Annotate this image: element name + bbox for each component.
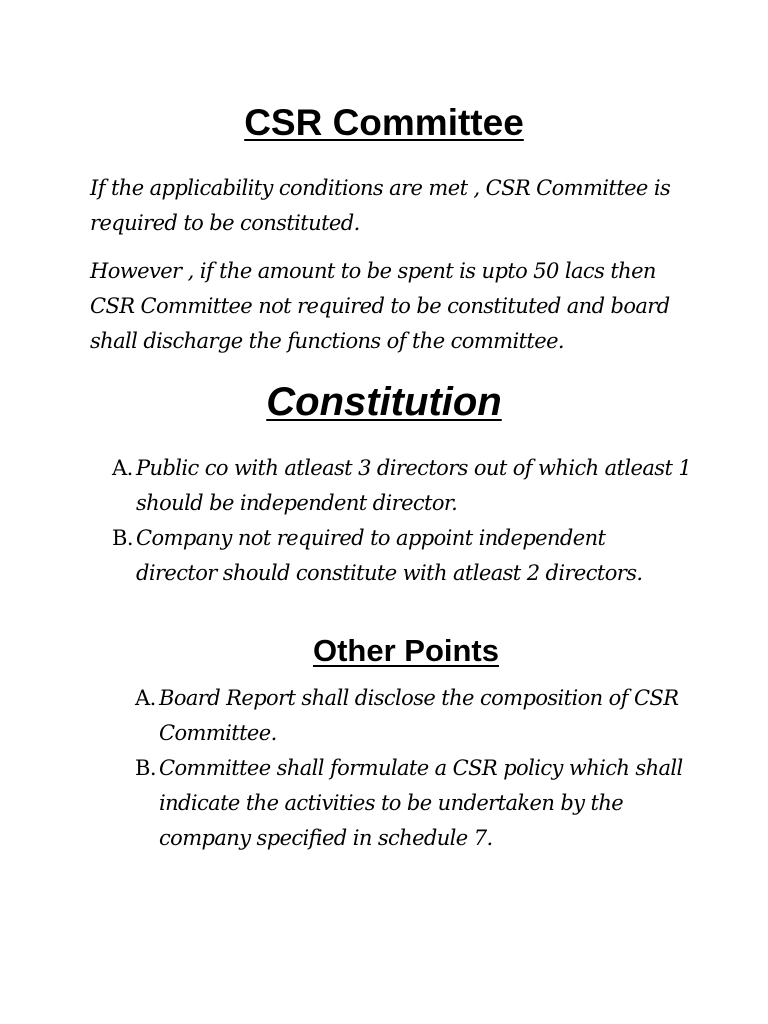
other-points-heading	[22, 633, 768, 669]
list-marker: B.	[135, 756, 156, 780]
list-item-text: Board Report shall disclose the composition of CSR Committee.	[159, 686, 679, 745]
page-title-text: CSR Committee	[244, 102, 524, 143]
constitution-heading-text: Constitution	[266, 380, 502, 424]
list-item	[112, 521, 692, 591]
constitution-heading	[0, 380, 768, 425]
page-title	[0, 102, 768, 144]
intro-paragraph: However , if the amount to be spent is upto 50 lacs then CSR Committee not required to be constituted and board shall discharge the functions of the committee.	[90, 259, 670, 353]
list-item	[112, 451, 692, 521]
intro-paragraph: If the applicability conditions are met , CSR Committee is required to be constituted.	[90, 176, 671, 235]
list-item	[135, 751, 695, 856]
list-marker: A.	[135, 686, 156, 710]
constitution-list	[112, 451, 692, 591]
other-points-heading-text: Other Points	[312, 633, 499, 668]
list-marker: A.	[112, 456, 133, 480]
list-item	[135, 681, 695, 751]
list-item-text: Committee shall formulate a CSR policy which shall indicate the activities to be undertaken by the company specified in schedule 7.	[159, 756, 683, 850]
list-marker: B.	[112, 526, 133, 550]
list-item-text: Public co with atleast 3 directors out of which atleast 1 should be independent director.	[136, 456, 692, 515]
other-points-list	[135, 681, 695, 856]
list-item-text: Company not required to appoint independent director should constitute with atleast 2 directors.	[136, 526, 643, 585]
